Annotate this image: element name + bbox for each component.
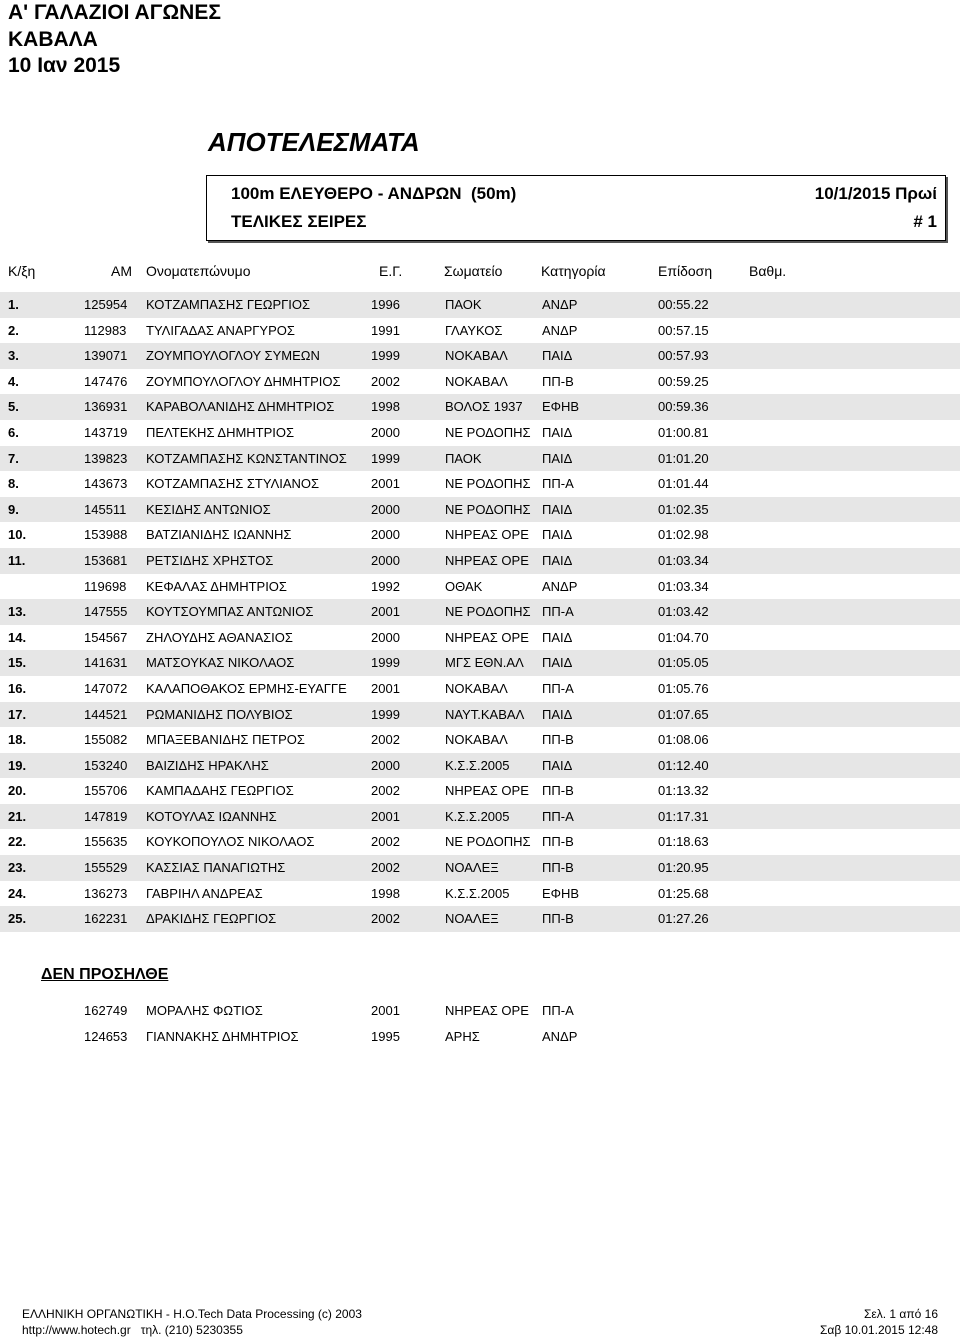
time-cell: 01:17.31 bbox=[658, 808, 709, 824]
club-cell: ΝΕ ΡΟΔΟΠΗΣ bbox=[445, 476, 531, 492]
time-cell: 01:20.95 bbox=[658, 860, 709, 876]
am-cell: 155635 bbox=[84, 834, 128, 850]
category-cell: ΠΠ-Α bbox=[542, 1003, 574, 1018]
category-cell: ΑΝΔΡ bbox=[542, 322, 578, 338]
category-cell: ΠΑΙΔ bbox=[542, 527, 573, 543]
name-cell: ΚΕΣΙΔΗΣ ΑΝΤΩΝΙΟΣ bbox=[146, 501, 271, 517]
rank-cell: 15. bbox=[8, 655, 27, 671]
rank-cell: 23. bbox=[8, 860, 27, 876]
time-cell: 01:03.34 bbox=[658, 578, 709, 594]
year-cell: 2001 bbox=[371, 808, 400, 824]
am-cell: 155082 bbox=[84, 732, 128, 748]
name-cell: ΚΕΦΑΛΑΣ ΔΗΜΗΤΡΙΟΣ bbox=[146, 578, 287, 594]
rank-cell: 5. bbox=[8, 399, 19, 415]
time-cell: 01:05.05 bbox=[658, 655, 709, 671]
am-cell: 139823 bbox=[84, 450, 128, 466]
table-row bbox=[0, 548, 960, 574]
time-cell: 00:59.25 bbox=[658, 373, 709, 389]
heat-number: # 1 bbox=[913, 212, 937, 231]
category-cell: ΕΦΗΒ bbox=[542, 885, 580, 901]
table-row bbox=[0, 574, 960, 600]
name-cell: ΓΑΒΡΙΗΛ ΑΝΔΡΕΑΣ bbox=[146, 885, 263, 901]
am-cell: 153240 bbox=[84, 757, 128, 773]
table-row bbox=[0, 599, 960, 625]
name-cell: ΔΡΑΚΙΔΗΣ ΓΕΩΡΓΙΟΣ bbox=[146, 911, 277, 927]
time-cell: 01:27.26 bbox=[658, 911, 709, 927]
time-cell: 01:00.81 bbox=[658, 424, 709, 440]
am-cell: 147476 bbox=[84, 373, 128, 389]
table-row bbox=[0, 292, 960, 318]
category-cell: ΠΑΙΔ bbox=[542, 757, 573, 773]
am-cell: 143673 bbox=[84, 476, 128, 492]
year-cell: 2001 bbox=[371, 680, 400, 696]
time-cell: 00:57.15 bbox=[658, 322, 709, 338]
column-headers bbox=[0, 263, 960, 283]
time-cell: 00:55.22 bbox=[658, 297, 709, 312]
dns-row bbox=[0, 998, 960, 1024]
table-row bbox=[0, 522, 960, 548]
name-cell: ΚΟΤΟΥΛΑΣ ΙΩΑΝΝΗΣ bbox=[146, 808, 277, 824]
rank-cell: 9. bbox=[8, 501, 19, 517]
year-cell: 2001 bbox=[371, 1003, 400, 1018]
rank-cell: 4. bbox=[8, 373, 19, 389]
time-cell: 01:01.20 bbox=[658, 450, 709, 466]
meet-city: ΚΑΒΑΛΑ bbox=[8, 28, 98, 51]
time-cell: 01:02.98 bbox=[658, 527, 709, 543]
table-row bbox=[0, 855, 960, 881]
club-cell: Κ.Σ.Σ.2005 bbox=[445, 757, 510, 773]
category-cell: ΠΠ-Β bbox=[542, 911, 574, 927]
table-row bbox=[0, 650, 960, 676]
club-cell: ΝΕ ΡΟΔΟΠΗΣ bbox=[445, 501, 531, 517]
category-cell: ΠΠ-Β bbox=[542, 732, 574, 748]
table-row bbox=[0, 804, 960, 830]
category-cell: ΠΑΙΔ bbox=[542, 501, 573, 517]
am-cell: 147819 bbox=[84, 808, 128, 824]
category-cell: ΠΑΙΔ bbox=[542, 450, 573, 466]
category-cell: ΑΝΔΡ bbox=[542, 297, 578, 312]
name-cell: ΜΠΑΞΕΒΑΝΙΔΗΣ ΠΕΤΡΟΣ bbox=[146, 732, 305, 748]
year-cell: 2002 bbox=[371, 860, 400, 876]
am-cell: 155706 bbox=[84, 783, 128, 799]
am-cell: 124653 bbox=[84, 1029, 128, 1044]
am-cell: 141631 bbox=[84, 655, 128, 671]
category-cell: ΠΠ-Β bbox=[542, 834, 574, 850]
time-cell: 01:03.34 bbox=[658, 552, 709, 568]
year-cell: 2000 bbox=[371, 527, 400, 543]
name-cell: ΤΥΛΙΓΑΔΑΣ ΑΝΑΡΓΥΡΟΣ bbox=[146, 322, 295, 338]
table-row bbox=[0, 727, 960, 753]
event-round: ΤΕΛΙΚΕΣ ΣΕΙΡΕΣ bbox=[231, 212, 367, 231]
club-cell: ΝΟΚΑΒΑΛ bbox=[445, 373, 508, 389]
category-cell: ΠΠ-Β bbox=[542, 783, 574, 799]
club-cell: ΠΑΟΚ bbox=[445, 450, 482, 466]
name-cell: ΒΑΤΖΙΑΝΙΔΗΣ ΙΩΑΝΝΗΣ bbox=[146, 527, 292, 543]
rank-cell: 11. bbox=[8, 552, 26, 568]
rank-cell: 13. bbox=[8, 604, 27, 620]
rank-cell: 7. bbox=[8, 450, 19, 466]
rank-cell: 18. bbox=[8, 732, 27, 748]
time-cell: 01:02.35 bbox=[658, 501, 709, 517]
col-name: Ονοματεπώνυμο bbox=[146, 263, 251, 279]
time-cell: 01:12.40 bbox=[658, 757, 709, 773]
club-cell: ΝΟΚΑΒΑΛ bbox=[445, 348, 508, 364]
table-row bbox=[0, 778, 960, 804]
name-cell: ΚΟΤΖΑΜΠΑΣΗΣ ΚΩΝΣΤΑΝΤΙΝΟΣ bbox=[146, 450, 347, 466]
table-row bbox=[0, 343, 960, 369]
name-cell: ΚΟΤΖΑΜΠΑΣΗΣ ΓΕΩΡΓΙΟΣ bbox=[146, 297, 311, 312]
table-row bbox=[0, 625, 960, 651]
club-cell: ΝΗΡΕΑΣ ΟΡΕ bbox=[445, 629, 529, 645]
name-cell: ΖΗΛΟΥΔΗΣ ΑΘΑΝΑΣΙΟΣ bbox=[146, 629, 293, 645]
club-cell: ΝΟΑΛΕΞ bbox=[445, 911, 499, 927]
col-year: Ε.Γ. bbox=[379, 263, 403, 279]
table-row bbox=[0, 420, 960, 446]
year-cell: 2002 bbox=[371, 373, 400, 389]
am-cell: 153681 bbox=[84, 552, 128, 568]
category-cell: ΠΑΙΔ bbox=[542, 424, 573, 440]
category-cell: ΠΑΙΔ bbox=[542, 552, 573, 568]
rank-cell: 22. bbox=[8, 834, 27, 850]
category-cell: ΠΑΙΔ bbox=[542, 629, 573, 645]
col-am: ΑΜ bbox=[111, 263, 132, 279]
club-cell: ΝΗΡΕΑΣ ΟΡΕ bbox=[445, 1003, 529, 1018]
footer-org: ΕΛΛΗΝΙΚΗ ΟΡΓΑΝΩΤΙΚΗ - Η.Ο.Tech Data Processing (c) 2003 bbox=[22, 1307, 362, 1321]
am-cell: 162749 bbox=[84, 1003, 128, 1018]
category-cell: ΠΠ-Α bbox=[542, 476, 574, 492]
year-cell: 2000 bbox=[371, 629, 400, 645]
category-cell: ΕΦΗΒ bbox=[542, 399, 580, 415]
col-club: Σωματείο bbox=[444, 263, 503, 279]
rank-cell: 24. bbox=[8, 885, 27, 901]
meet-date: 10 Ιαν 2015 bbox=[8, 54, 121, 77]
name-cell: ΡΕΤΣΙΔΗΣ ΧΡΗΣΤΟΣ bbox=[146, 552, 274, 568]
year-cell: 2002 bbox=[371, 783, 400, 799]
time-cell: 00:59.36 bbox=[658, 399, 709, 415]
am-cell: 139071 bbox=[84, 348, 128, 364]
rank-cell: 25. bbox=[8, 911, 27, 927]
club-cell: ΝΕ ΡΟΔΟΠΗΣ bbox=[445, 834, 531, 850]
rank-cell: 1. bbox=[8, 297, 19, 312]
am-cell: 112983 bbox=[84, 322, 127, 338]
year-cell: 2000 bbox=[371, 552, 400, 568]
club-cell: ΝΟΑΛΕΞ bbox=[445, 860, 499, 876]
name-cell: ΚΟΥΤΣΟΥΜΠΑΣ ΑΝΤΩΝΙΟΣ bbox=[146, 604, 314, 620]
year-cell: 1991 bbox=[371, 322, 400, 338]
table-row bbox=[0, 906, 960, 932]
event-box bbox=[206, 175, 946, 241]
rank-cell: 19. bbox=[8, 757, 27, 773]
year-cell: 2002 bbox=[371, 911, 400, 927]
club-cell: Κ.Σ.Σ.2005 bbox=[445, 808, 510, 824]
year-cell: 1992 bbox=[371, 578, 400, 594]
col-points: Βαθμ. bbox=[749, 263, 787, 279]
am-cell: 144521 bbox=[84, 706, 128, 722]
club-cell: ΜΓΣ ΕΘΝ.ΑΛ bbox=[445, 655, 524, 671]
name-cell: ΖΟΥΜΠΟΥΛΟΓΛΟΥ ΔΗΜΗΤΡΙΟΣ bbox=[146, 373, 341, 389]
am-cell: 155529 bbox=[84, 860, 128, 876]
club-cell: ΟΘΑΚ bbox=[445, 578, 483, 594]
col-time: Επίδοση bbox=[658, 263, 713, 279]
name-cell: ΚΑΣΣΙΑΣ ΠΑΝΑΓΙΩΤΗΣ bbox=[146, 860, 286, 876]
table-row bbox=[0, 497, 960, 523]
year-cell: 2002 bbox=[371, 732, 400, 748]
year-cell: 1998 bbox=[371, 885, 400, 901]
table-row bbox=[0, 446, 960, 472]
club-cell: ΝΕ ΡΟΔΟΠΗΣ bbox=[445, 604, 531, 620]
footer-web: http://www.hotech.gr τηλ. (210) 5230355 bbox=[22, 1323, 243, 1337]
name-cell: ΜΟΡΑΛΗΣ ΦΩΤΙΟΣ bbox=[146, 1003, 263, 1018]
time-cell: 01:03.42 bbox=[658, 604, 709, 620]
event-name: 100m ΕΛΕΥΘΕΡΟ - ΑΝΔΡΩΝ (50m) bbox=[231, 184, 517, 203]
rank-cell: 2. bbox=[8, 322, 19, 338]
year-cell: 2000 bbox=[371, 424, 400, 440]
year-cell: 2001 bbox=[371, 604, 400, 620]
time-cell: 01:08.06 bbox=[658, 732, 709, 748]
rank-cell: 17. bbox=[8, 706, 27, 722]
year-cell: 2001 bbox=[371, 476, 400, 492]
year-cell: 2000 bbox=[371, 757, 400, 773]
name-cell: ΚΑΡΑΒΟΛΑΝΙΔΗΣ ΔΗΜΗΤΡΙΟΣ bbox=[146, 399, 335, 415]
table-row bbox=[0, 369, 960, 395]
name-cell: ΠΕΛΤΕΚΗΣ ΔΗΜΗΤΡΙΟΣ bbox=[146, 424, 295, 440]
dns-table bbox=[0, 998, 960, 1050]
time-cell: 01:25.68 bbox=[658, 885, 709, 901]
am-cell: 162231 bbox=[84, 911, 128, 927]
club-cell: ΝΕ ΡΟΔΟΠΗΣ bbox=[445, 424, 531, 440]
club-cell: ΒΟΛΟΣ 1937 bbox=[445, 399, 523, 415]
table-row bbox=[0, 702, 960, 728]
club-cell: ΠΑΟΚ bbox=[445, 297, 482, 312]
am-cell: 119698 bbox=[84, 578, 127, 594]
meet-title: Α' ΓΑΛΑΖΙΟΙ ΑΓΩΝΕΣ bbox=[8, 1, 221, 24]
dns-row bbox=[0, 1024, 960, 1050]
club-cell: ΝΗΡΕΑΣ ΟΡΕ bbox=[445, 783, 529, 799]
category-cell: ΠΑΙΔ bbox=[542, 706, 573, 722]
am-cell: 147072 bbox=[84, 680, 128, 696]
rank-cell: 10. bbox=[8, 527, 27, 543]
am-cell: 147555 bbox=[84, 604, 128, 620]
year-cell: 1996 bbox=[371, 297, 400, 312]
year-cell: 2002 bbox=[371, 834, 400, 850]
time-cell: 01:07.65 bbox=[658, 706, 709, 722]
category-cell: ΠΠ-Α bbox=[542, 604, 574, 620]
club-cell: ΑΡΗΣ bbox=[445, 1029, 480, 1044]
category-cell: ΠΠ-Β bbox=[542, 373, 574, 389]
year-cell: 1995 bbox=[371, 1029, 400, 1044]
time-cell: 01:04.70 bbox=[658, 629, 709, 645]
dns-heading: ΔΕΝ ΠΡΟΣΗΛΘΕ bbox=[41, 966, 169, 983]
year-cell: 1998 bbox=[371, 399, 400, 415]
table-row bbox=[0, 471, 960, 497]
am-cell: 125954 bbox=[84, 297, 128, 312]
col-category: Κατηγορία bbox=[541, 263, 606, 279]
footer-printed: Σαβ 10.01.2015 12:48 bbox=[819, 1323, 938, 1337]
am-cell: 154567 bbox=[84, 629, 128, 645]
name-cell: ΓΙΑΝΝΑΚΗΣ ΔΗΜΗΤΡΙΟΣ bbox=[146, 1029, 299, 1044]
name-cell: ΡΩΜΑΝΙΔΗΣ ΠΟΛΥΒΙΟΣ bbox=[146, 706, 293, 722]
am-cell: 153988 bbox=[84, 527, 128, 543]
page-title: ΑΠΟΤΕΛΕΣΜΑΤΑ bbox=[208, 127, 420, 157]
time-cell: 00:57.93 bbox=[658, 348, 709, 364]
table-row bbox=[0, 318, 960, 344]
name-cell: ΚΑΜΠΑΔΑΗΣ ΓΕΩΡΓΙΟΣ bbox=[146, 783, 294, 799]
table-row bbox=[0, 394, 960, 420]
am-cell: 145511 bbox=[84, 501, 127, 517]
club-cell: ΝΑΥΤ.ΚΑΒΑΛ bbox=[445, 706, 525, 722]
name-cell: ΒΑΙΖΙΔΗΣ ΗΡΑΚΛΗΣ bbox=[146, 757, 269, 773]
rank-cell: 16. bbox=[8, 680, 27, 696]
name-cell: ΚΟΤΖΑΜΠΑΣΗΣ ΣΤΥΛΙΑΝΟΣ bbox=[146, 476, 320, 492]
category-cell: ΠΠ-Α bbox=[542, 808, 574, 824]
rank-cell: 20. bbox=[8, 783, 27, 799]
rank-cell: 8. bbox=[8, 476, 19, 492]
name-cell: ΜΑΤΣΟΥΚΑΣ ΝΙΚΟΛΑΟΣ bbox=[146, 655, 295, 671]
category-cell: ΑΝΔΡ bbox=[542, 1029, 578, 1044]
year-cell: 1999 bbox=[371, 655, 400, 671]
rank-cell: 21. bbox=[8, 808, 27, 824]
time-cell: 01:05.76 bbox=[658, 680, 709, 696]
rank-cell: 3. bbox=[8, 348, 19, 364]
club-cell: ΝΗΡΕΑΣ ΟΡΕ bbox=[445, 527, 529, 543]
year-cell: 1999 bbox=[371, 348, 400, 364]
col-rank: Κ/ξη bbox=[8, 263, 36, 279]
am-cell: 136273 bbox=[84, 885, 128, 901]
am-cell: 136931 bbox=[84, 399, 128, 415]
year-cell: 1999 bbox=[371, 450, 400, 466]
category-cell: ΠΠ-Β bbox=[542, 860, 574, 876]
club-cell: Κ.Σ.Σ.2005 bbox=[445, 885, 510, 901]
table-row bbox=[0, 753, 960, 779]
name-cell: ΚΑΛΑΠΟΘΑΚΟΣ ΕΡΜΗΣ-ΕΥΑΓΓΕ bbox=[146, 680, 347, 696]
club-cell: ΝΟΚΑΒΑΛ bbox=[445, 732, 508, 748]
time-cell: 01:18.63 bbox=[658, 834, 709, 850]
name-cell: ΚΟΥΚΟΠΟΥΛΟΣ ΝΙΚΟΛΑΟΣ bbox=[146, 834, 315, 850]
footer-page: Σελ. 1 από 16 bbox=[863, 1307, 938, 1321]
year-cell: 1999 bbox=[371, 706, 400, 722]
time-cell: 01:13.32 bbox=[658, 783, 709, 799]
time-cell: 01:01.44 bbox=[658, 476, 709, 492]
club-cell: ΓΛΑΥΚΟΣ bbox=[445, 322, 503, 338]
rank-cell: 14. bbox=[8, 629, 27, 645]
table-row bbox=[0, 829, 960, 855]
club-cell: ΝΗΡΕΑΣ ΟΡΕ bbox=[445, 552, 529, 568]
category-cell: ΠΑΙΔ bbox=[542, 348, 573, 364]
club-cell: ΝΟΚΑΒΑΛ bbox=[445, 680, 508, 696]
category-cell: ΑΝΔΡ bbox=[542, 578, 578, 594]
name-cell: ΖΟΥΜΠΟΥΛΟΓΛΟΥ ΣΥΜΕΩΝ bbox=[146, 348, 320, 364]
am-cell: 143719 bbox=[84, 424, 128, 440]
category-cell: ΠΠ-Α bbox=[542, 680, 574, 696]
results-table bbox=[0, 292, 960, 932]
category-cell: ΠΑΙΔ bbox=[542, 655, 573, 671]
table-row bbox=[0, 676, 960, 702]
rank-cell: 6. bbox=[8, 424, 19, 440]
year-cell: 2000 bbox=[371, 501, 400, 517]
table-row bbox=[0, 881, 960, 907]
event-datetime: 10/1/2015 Πρωί bbox=[814, 184, 937, 203]
